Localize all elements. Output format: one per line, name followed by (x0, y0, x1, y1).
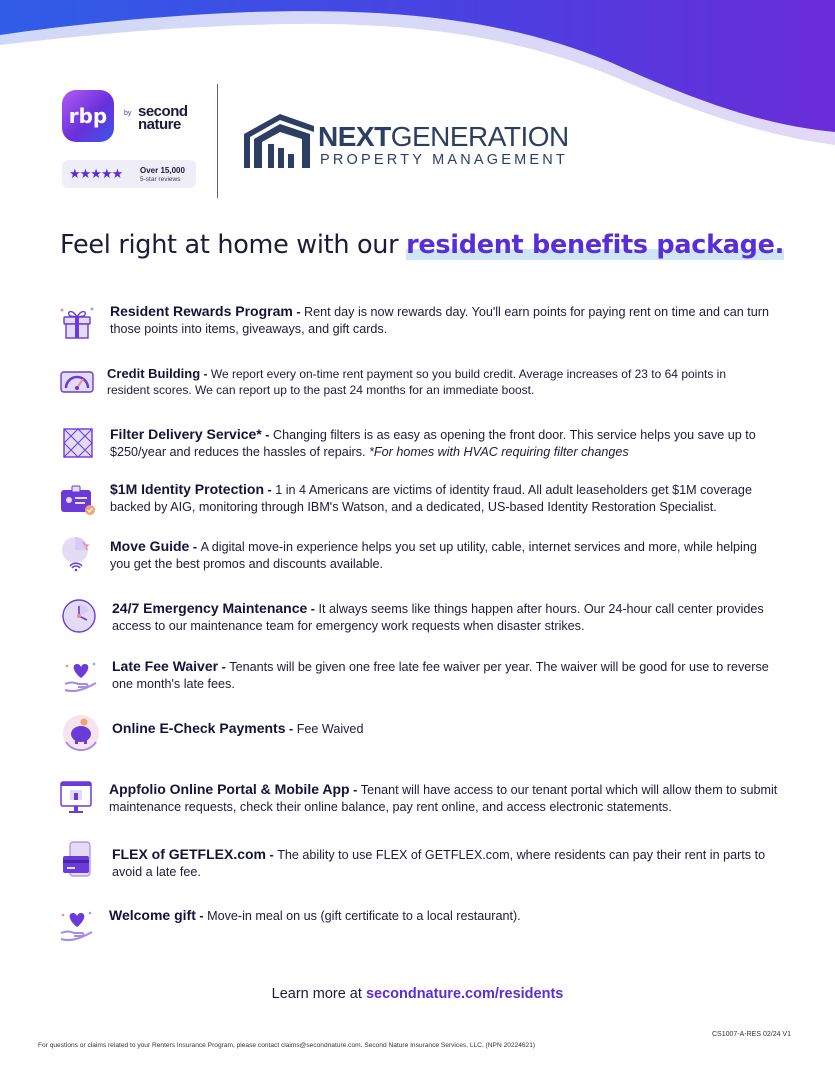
benefit-description: Move-in meal on us (gift certificate to a local restaurant). (207, 909, 521, 923)
computer-icon (58, 778, 96, 816)
benefit-separator: - (261, 428, 273, 442)
benefit-credit-building (107, 366, 747, 398)
learn-more-line (0, 986, 835, 1002)
reviews-count: Over 15,000 (140, 166, 185, 175)
filter-icon (58, 424, 96, 462)
benefit-title: Appfolio Online Portal & Mobile App (109, 781, 350, 797)
benefit-title: Online E-Check Payments (112, 720, 286, 736)
benefit-title: 24/7 Emergency Maintenance (112, 600, 308, 616)
benefit-separator: - (285, 722, 297, 736)
partner-name (318, 122, 569, 152)
benefit-welcome-gift (109, 907, 779, 925)
benefit-title: Move Guide (110, 538, 190, 554)
benefit-title: Credit Building (107, 366, 201, 381)
piggy-bank-icon (62, 714, 100, 752)
headline-highlight: resident benefits package. (406, 230, 784, 260)
second-nature-wordmark: second nature (138, 103, 188, 133)
learn-more-link[interactable]: secondnature.com/residents (365, 986, 564, 1002)
benefit-title: Welcome gift (109, 907, 196, 923)
benefit-description: Tenants will be given one free late fee waiver per year. The waiver will be good for use to reverse one month's late fees. (112, 660, 769, 691)
benefit-separator: - (349, 783, 361, 797)
benefit-description: Fee Waived (296, 722, 364, 736)
benefit-title: FLEX of GETFLEX.com (112, 846, 267, 862)
benefit-description: 1 in 4 Americans are victims of identity fraud. All adult leaseholders get $1M coverage backed by AIG, monitoring through IBM's Watson, and a dedicated, US-based Identity Restoration Specialist. (110, 483, 752, 514)
footer-disclaimer: For questions or claims related to your Renters Insurance Program, please contact claims@secondnature.com. Second Nature Insurance Services, LLC. (NPN 20224621) (38, 1042, 536, 1049)
benefit-description: A digital move-in experience helps you set up utility, cable, internet services and more, while helping you get the best promos and discounts available. (110, 540, 757, 571)
heart-hand-icon (58, 905, 96, 943)
partner-subtitle: PROPERTY MANAGEMENT (320, 152, 568, 168)
benefit-separator: - (264, 483, 276, 497)
benefit-description: Rent day is now rewards day. You'll earn points for paying rent on time and can turn those points into items, giveaways, and gift cards. (110, 305, 769, 336)
next-generation-house-logo-icon (240, 112, 316, 170)
benefit-separator: - (195, 909, 208, 923)
reviews-badge (62, 160, 196, 188)
benefit-appfolio-portal (109, 781, 781, 815)
benefit-title: Resident Rewards Program (110, 303, 293, 319)
benefit-filter-delivery (110, 426, 780, 460)
benefit-separator: - (218, 660, 230, 674)
benefit-echeck-payments (112, 720, 782, 738)
credit-gauge-icon (58, 362, 96, 400)
benefit-description: Tenant will have access to our tenant portal which will allow them to submit maintenance requests, check their online balance, pay rent online, and access electronic statements. (109, 783, 778, 814)
benefit-separator: - (292, 305, 305, 319)
document-code: CS1007-A-RES 02/24 V1 (712, 1031, 791, 1038)
heart-hand-icon (62, 656, 100, 694)
benefit-note: *For homes with HVAC requiring filter changes (369, 444, 629, 459)
learn-more-prefix: Learn more at (271, 986, 366, 1002)
benefit-separator: - (307, 602, 319, 616)
logo-divider (217, 84, 218, 198)
benefit-title: $1M Identity Protection (110, 481, 265, 497)
move-guide-icon (58, 534, 96, 572)
benefit-description: Changing filters is as easy as opening the front door. This service helps you save up to $250/year and reduces the hassles of repairs. (110, 428, 756, 459)
benefit-description: We report every on-time rent payment so you build credit. Average increases of 23 to 64 points in resident scores. We can report up to the past 24 months for an immediate boost. (107, 367, 727, 397)
benefit-emergency-maintenance (112, 600, 782, 634)
benefit-move-guide (110, 538, 780, 572)
partner-name-light: GENERATION (390, 121, 569, 152)
benefit-description: The ability to use FLEX of GETFLEX.com, where residents can pay their rent in parts to avoid a late fee. (112, 848, 766, 879)
benefit-description: It always seems like things happen after hours. Our 24-hour call center provides access to our maintenance team for emergency work requests when disaster strikes. (112, 602, 764, 633)
benefit-rewards (110, 303, 780, 337)
id-card-icon (58, 482, 96, 520)
headline-prefix: Feel right at home with our (60, 230, 407, 260)
star-rating-icon: ★★★★★ (69, 166, 123, 181)
benefit-identity-protection (110, 481, 780, 515)
benefit-title: Late Fee Waiver (112, 658, 219, 674)
benefit-separator: - (189, 540, 201, 554)
benefit-flex (112, 846, 777, 880)
clock-icon (60, 597, 98, 635)
phone-card-icon (60, 840, 98, 878)
benefit-title: Filter Delivery Service* (110, 426, 262, 442)
reviews-label: 5-star reviews (140, 176, 181, 183)
page-headline (60, 230, 784, 260)
rbp-logo: rbp (62, 90, 114, 142)
benefit-separator: - (266, 848, 278, 862)
gift-icon (58, 304, 96, 342)
benefit-late-fee-waiver (112, 658, 782, 692)
benefit-separator: - (200, 367, 211, 381)
by-label: by (124, 110, 132, 117)
partner-name-bold: NEXT (318, 121, 391, 152)
